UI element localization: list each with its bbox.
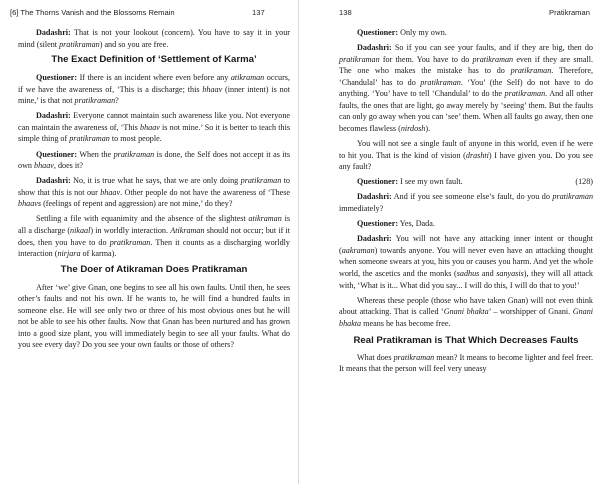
- speaker-label: Questioner:: [36, 73, 78, 83]
- text-run: ’ – worshipper of Gnani.: [488, 307, 573, 317]
- text-run: is all a discharge (: [18, 214, 290, 236]
- text-run: ), they will all attack with, ‘What is it... What did you say... I will do this, I will do that to you!’: [339, 268, 593, 290]
- text-run: . Therefore, ‘Chandulal’ has to do: [339, 66, 593, 87]
- text-run: What does: [357, 352, 394, 362]
- section-heading: The Exact Definition of ‘Settlement of Karma’: [51, 54, 257, 66]
- reference-number: (128): [575, 177, 593, 187]
- text-run: Whereas these people (those who have taken Gnan) will not even think about attacking. That is called ‘: [339, 295, 593, 317]
- right-page: [299, 0, 599, 484]
- paragraph: [339, 233, 593, 291]
- paragraph-group: [339, 27, 593, 173]
- speaker-label: Questioner:: [357, 177, 399, 187]
- italic-term: Atikraman: [170, 226, 205, 236]
- paragraph: [339, 42, 593, 134]
- paragraph: [18, 213, 290, 259]
- text-run: So if you can see your faults, and if they are big, then do: [391, 43, 593, 53]
- text-run: Yes, Dada.: [398, 219, 435, 229]
- text-run: ) in worldly interaction.: [90, 226, 171, 236]
- italic-term: bhaav: [202, 84, 223, 94]
- text-run: You will not have any attacking inner intent or thought (: [339, 234, 593, 255]
- text-run: . Other people do not have the awareness of ‘These: [120, 187, 291, 197]
- text-run: Everyone cannot maintain such awareness like you. Not everyone can maintain the awareness of, ‘This: [18, 111, 290, 132]
- paragraph: [18, 72, 290, 107]
- text-run: . And all other faults, the ones that are light, go away merely by ‘seeing’ them. But the faults can only go away when you can ‘see’ them. When all faults go away, then one becomes flawless (: [339, 89, 594, 133]
- text-run: That is not your lookout (concern). You have to say it in your mind (silent: [18, 28, 290, 49]
- italic-term: sanyasis: [496, 268, 524, 278]
- speaker-label: Questioner:: [357, 219, 399, 229]
- text-run: (inner intent) is not mine,’ is that not: [18, 84, 290, 106]
- italic-term: nirjara: [57, 249, 81, 259]
- italic-term: atikraman: [248, 214, 282, 224]
- text-run: . ‘You’ (the Self) do not have to do anything. ‘You’ have to tell ‘Chandulal’ to do the: [339, 77, 593, 99]
- text-run: You will not see a single fault of anyone in this world, even if he were to hit you. That is the kind of vision (: [339, 139, 593, 160]
- section-heading: Real Pratikraman is That Which Decreases Faults: [353, 335, 579, 347]
- speaker-label: Dadashri:: [36, 111, 71, 121]
- text-run: of karma).: [80, 249, 117, 259]
- italic-term: sadhus: [456, 268, 480, 278]
- paragraph-group: [18, 27, 290, 50]
- text-run: to most people.: [109, 134, 162, 144]
- paragraph: [339, 218, 593, 230]
- text-run: Only my own.: [398, 28, 447, 37]
- running-title: Pratikraman: [549, 8, 590, 17]
- italic-term: pratikraman: [339, 54, 380, 64]
- speaker-label: Dadashri:: [357, 43, 392, 53]
- page-body: [339, 27, 593, 378]
- italic-term: pratikraman: [504, 89, 546, 99]
- italic-term: pratikraman: [552, 192, 593, 202]
- reference-paragraph: [339, 176, 593, 188]
- paragraph-group: [18, 72, 290, 260]
- text-run: . Then it counts as a discharging worldly interaction (: [18, 237, 290, 259]
- italic-term: pratikraman: [472, 54, 514, 64]
- page-number: 138: [339, 8, 352, 17]
- paragraph: [18, 27, 290, 50]
- italic-term: aakraman: [341, 245, 375, 255]
- text-run: should not occur; but if it does, then you have to do: [18, 226, 291, 247]
- paragraph: [18, 282, 290, 351]
- text-run: to show that this is not our: [18, 176, 290, 197]
- text-run: ) towards anyone. You will never even have an attacking thought when someone swears at you, hits you or causes you harm. And yet the whole world, the ascetics and the monks (: [339, 245, 593, 278]
- italic-term: pratikraman: [393, 352, 435, 362]
- speaker-label: Questioner:: [357, 28, 399, 37]
- speaker-label: Dadashri:: [357, 234, 392, 244]
- left-page: [0, 0, 299, 484]
- paragraph: [18, 175, 290, 210]
- text-run: mean? It means to become lighter and feel freer. It means that the person will feel very uneasy: [339, 352, 594, 374]
- page-body: [18, 27, 290, 355]
- text-run: After ‘we’ give Gnan, one begins to see all his own faults. Until then, he sees other’s faults and not his own. If he wants to, he will find a hundred faults in someone else. He will see only two or three of his most obvious ones but he will not be able to see his other faults. Now that Gnan has been nurtured and has grown into a good size plant, you will immediately begin to see all your faults. What do you see every day? Do you see your own faults or those of others?: [18, 282, 290, 350]
- text-run: ) I have given you. Do you see any fault?: [339, 150, 593, 172]
- text-run: occurs, if we have the awareness of, ‘This is a discharge; this: [18, 73, 290, 94]
- text-run: is done, the Self does not accept it as its own: [18, 149, 290, 171]
- italic-term: atikraman: [230, 73, 265, 83]
- text-run: No, it is true what he says, that we are only doing: [70, 176, 241, 186]
- speaker-label: Dadashri:: [36, 28, 71, 37]
- italic-term: bhaav: [140, 122, 160, 132]
- italic-term: drashti: [465, 150, 489, 160]
- italic-term: nikaal: [70, 226, 91, 236]
- paragraph: [18, 110, 290, 145]
- text-run: immediately?: [339, 204, 384, 214]
- speaker-label: Dadashri:: [357, 192, 392, 202]
- text-run: for them. You have to do: [379, 54, 473, 64]
- paragraph: [339, 352, 593, 375]
- paragraph: [339, 27, 593, 39]
- section-heading: The Doer of Atikraman Does Pratikraman: [60, 263, 248, 275]
- italic-term: pratikraman: [109, 237, 151, 247]
- paragraph: [339, 191, 593, 214]
- paragraph-text: I see my own fault.: [398, 177, 463, 187]
- page-number: 137: [252, 8, 265, 17]
- italic-term: bhaav: [34, 161, 54, 171]
- text-run: And if you see someone else’s fault, do you do: [391, 192, 553, 202]
- text-run: and: [479, 268, 497, 278]
- italic-term: bhaavs: [18, 199, 42, 209]
- italic-term: pratikraman: [74, 96, 116, 106]
- text-run: , does it?: [53, 161, 83, 171]
- text-run: When the: [77, 149, 114, 159]
- text-run: even if they are small. The one who makes the mistake has to do: [339, 54, 593, 76]
- text-run: (feelings of repent and aggression) are not mine,’ do they?: [41, 199, 233, 209]
- text-run: Settling a file with equanimity and the absence of the slightest: [36, 214, 249, 224]
- text-run: If there is an incident where even before any: [77, 73, 231, 83]
- italic-term: nirdosh: [400, 123, 426, 133]
- italic-term: Gnani bhakta: [443, 307, 489, 317]
- italic-term: pratikraman: [113, 149, 155, 159]
- italic-term: pratikraman: [510, 66, 552, 76]
- speaker-label: Questioner:: [36, 149, 78, 159]
- text-run: means he has become free.: [361, 318, 451, 328]
- paragraph: [339, 138, 593, 173]
- paragraph: [18, 149, 290, 172]
- text-run: is not mine.’ So it is better to teach this simple thing of: [18, 122, 291, 144]
- paragraph-group: [339, 352, 593, 375]
- italic-term: bhaav: [100, 187, 121, 197]
- text-run: ).: [425, 123, 431, 133]
- italic-term: Gnani bhakta: [339, 307, 594, 328]
- speaker-label: Dadashri:: [36, 176, 71, 186]
- paragraph-group: [18, 282, 290, 351]
- italic-term: pratikraman: [240, 176, 282, 186]
- paragraph: [339, 295, 593, 330]
- italic-term: pratikraman: [59, 39, 100, 49]
- italic-term: pratikraman: [420, 77, 461, 87]
- text-run: ) and so you are free.: [99, 39, 169, 49]
- running-title: [6] The Thorns Vanish and the Blossoms Remain: [10, 8, 175, 17]
- italic-term: pratikraman: [69, 134, 110, 144]
- paragraph-group: [339, 191, 593, 329]
- text-run: ?: [115, 96, 119, 106]
